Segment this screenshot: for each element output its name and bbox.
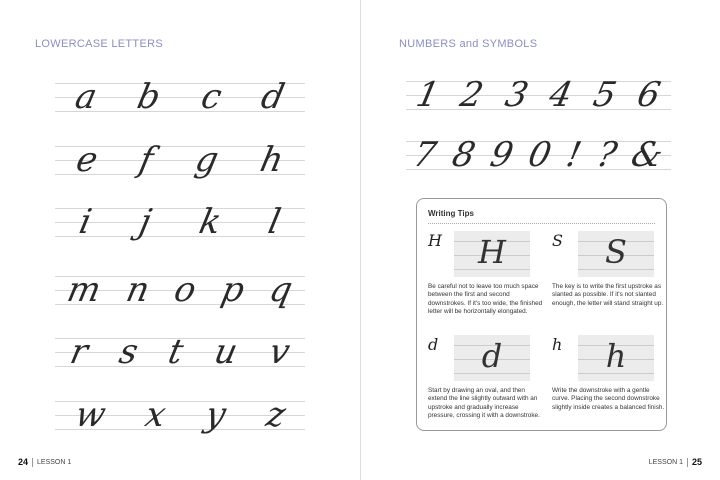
letter-row: [406, 133, 671, 177]
practice-glyph: 7: [410, 135, 441, 175]
practice-glyph: a: [71, 77, 101, 117]
practice-glyph: k: [195, 202, 225, 242]
practice-glyph: f: [135, 140, 158, 180]
practice-glyph: g: [191, 140, 223, 180]
practice-glyph: u: [211, 332, 242, 372]
practice-glyph: d: [258, 77, 289, 117]
footer-label: LESSON 1: [648, 458, 683, 466]
tip-text: Be careful not to leave too much space between the first and second downstrokes. If it's too wide, the finished letter will be horizontally elongated.: [428, 283, 543, 315]
letter-row: [55, 330, 305, 374]
practice-glyph: i: [75, 202, 95, 242]
practice-glyph: l: [265, 202, 285, 242]
page-footer: [18, 457, 71, 467]
letter-row: [55, 75, 305, 119]
practice-glyph: z: [262, 395, 289, 435]
practice-glyph: 2: [457, 75, 488, 115]
practice-glyph: s: [115, 332, 142, 372]
tip-text: The key is to write the first upstroke as slanted as possible. If it's not slanted enough, the letter will stand straight up.: [552, 283, 664, 307]
practice-glyph: 1: [412, 75, 444, 115]
tip-letter-sample: h: [552, 335, 563, 354]
practice-glyph: o: [170, 270, 200, 310]
page-heading: LOWERCASE LETTERS: [35, 38, 163, 50]
practice-glyph: r: [66, 332, 92, 372]
letter-row: [55, 268, 305, 312]
practice-glyph: 5: [589, 75, 620, 115]
tip-letter-large: S: [605, 233, 627, 271]
letter-row: [55, 393, 305, 437]
practice-glyph: c: [197, 77, 225, 117]
practice-glyph: 4: [545, 75, 576, 115]
practice-glyph: x: [141, 395, 170, 435]
practice-glyph: q: [265, 270, 297, 310]
tip-text: Write the downstroke with a gentle curve. Placing the second downstroke slightly inside creates a balanced finish.: [552, 387, 665, 411]
tip-letter-large: h: [605, 337, 627, 375]
tip-letter-large: H: [478, 233, 506, 271]
tip-letter-sample: d: [428, 335, 439, 354]
page-heading: NUMBERS and SYMBOLS: [399, 38, 538, 50]
practice-glyph: e: [72, 140, 102, 180]
practice-glyph: &: [628, 135, 667, 175]
practice-glyph: j: [135, 202, 155, 242]
practice-glyph: t: [165, 332, 188, 372]
tip-text: Start by drawing an oval, and then extend the line slightly outward with an upstroke and gradually increase pressure, crossing it with a downstroke.: [428, 387, 540, 419]
writing-tips-box: [416, 198, 667, 431]
practice-glyph: 8: [448, 135, 479, 175]
tip-letter-sample: S: [552, 231, 563, 250]
tip-letter-large: d: [481, 337, 503, 375]
letter-row: [406, 73, 671, 117]
tip-illustration: [454, 335, 530, 381]
letter-row: [55, 138, 305, 182]
footer-label: LESSON 1: [37, 458, 72, 466]
page-number: 24: [18, 457, 29, 467]
tips-title: Writing Tips: [428, 209, 655, 224]
practice-glyph: 6: [633, 75, 664, 115]
practice-glyph: p: [217, 270, 248, 310]
practice-glyph: m: [63, 270, 105, 310]
tip-illustration: [454, 231, 530, 277]
practice-glyph: w: [71, 395, 109, 435]
practice-glyph: 9: [486, 135, 517, 175]
tip-letter-sample: H: [428, 231, 442, 250]
practice-glyph: !: [563, 135, 586, 175]
practice-glyph: h: [257, 140, 288, 180]
page-footer: [649, 457, 702, 467]
page-number: 25: [691, 457, 702, 467]
letter-row: [55, 200, 305, 244]
practice-glyph: ?: [593, 135, 621, 175]
tip-illustration: [578, 231, 654, 277]
practice-glyph: n: [122, 270, 153, 310]
right-page: [360, 0, 720, 480]
tip-illustration: [578, 335, 654, 381]
practice-glyph: 0: [524, 135, 555, 175]
practice-glyph: b: [133, 77, 164, 117]
practice-glyph: 3: [501, 75, 532, 115]
practice-glyph: v: [265, 332, 294, 372]
practice-glyph: y: [201, 395, 230, 435]
